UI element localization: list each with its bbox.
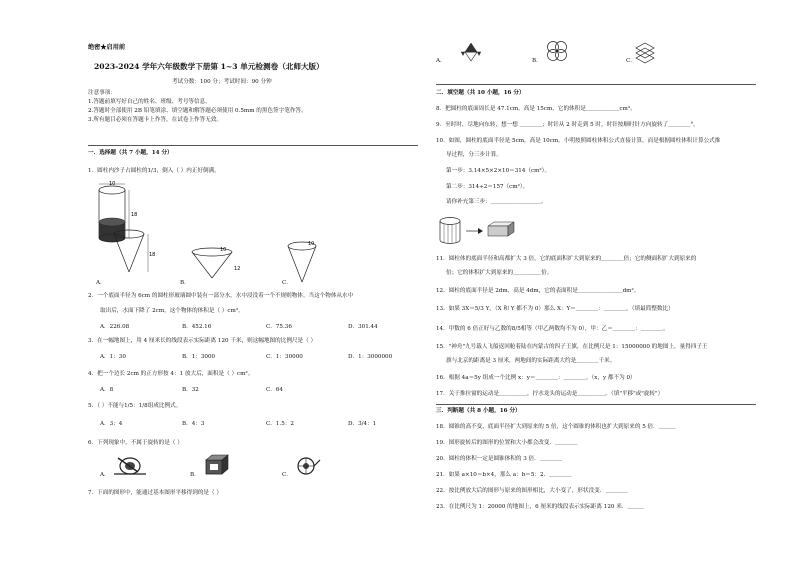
dim-label: 18 [149, 252, 156, 258]
question-16: 16．根据 4a＝5y 组成一个比例 x：y＝＿＿＿＿：＿＿＿＿。（x，y 都不为 0） [436, 375, 636, 381]
option-label: B． [190, 472, 200, 478]
option-label: B． [180, 280, 190, 286]
question-2: 2．一个底面半径为 6cm 的圆柱形玻璃圆中装有一部分水，水中浸没着一个不规则物体。当这个物体从水中 [88, 293, 354, 299]
notes-heading: 注意事项： [88, 90, 116, 96]
question-1: 1．圆柱内沙子占圆柱的1/3，倒入（ ）内正好倒满。 [88, 168, 220, 174]
question-10-cont: 导过程，分三步计算。 [446, 152, 502, 158]
option-label: A． [436, 58, 446, 64]
section-judge: 三．判断题（共 8 小题，16 分） [436, 408, 521, 414]
option-label: C．64 [266, 387, 283, 393]
option-label: D．3/4：1 [348, 421, 377, 427]
note-item: 3.所有题目必须在答题卡上作答，在试卷上作答无效。 [88, 117, 222, 123]
question-10: 10．如图，圆柱的底面半径是 5cm，高是 10cm。小明按照圆柱体积公式直接计算，而是根据圆柱体积计算公式推 [436, 138, 721, 144]
dim-label: 12 [234, 266, 241, 272]
question-8: 8．把圆柱的底面周长是 47.1cm，高是 15cm，它的体积是＿＿＿＿＿＿cm³。 [436, 106, 636, 112]
question-13: 13．如果 3X＝5/3 Y，（X 和 Y 都不为 0）那么 X：Y＝＿＿＿＿：＿＿＿＿。（填最简整数比） [436, 306, 674, 312]
question-19: 19．图形旋转后的图形的位置和大小都会改变．＿＿＿＿ [436, 440, 578, 446]
step-1: 第一步：3.14×5×2×10＝314（cm²）。 [446, 168, 551, 174]
question-15-cont: 旗与北京的距离是 3 厘米，两地间的实际距离大约是＿＿＿＿千米。 [446, 358, 616, 364]
dim-label: 10 [109, 181, 116, 187]
option-label: C．75.36 [266, 324, 292, 330]
option-label: B．32 [182, 387, 199, 393]
option-label: D．1：3000000 [348, 354, 393, 360]
question-7: 7．下面的图形中，能通过基本图形平移得到的是（ ） [88, 490, 222, 496]
section-choice: 一．选择题（共 7 小题，14 分） [88, 150, 173, 156]
box-lift-picture [200, 454, 230, 476]
question-17: 17．关于推拉窗的运动是＿＿＿＿＿，拧水龙头的运动是＿＿＿＿＿。（填"平移"或"旋转"） [436, 391, 664, 397]
cylinder-cut-figure [438, 216, 518, 246]
question-14: 14．甲数的 6 倍正好与乙数的8/5相等（甲乙两数均不为 0），甲：乙＝＿＿＿＿：＿＿＿＿。 [436, 326, 669, 332]
petal-pattern-figure [546, 40, 568, 62]
question-15: 15．"神舟"九号载人飞船返回舱着陆在内蒙古的四子王旗，在比例尺是 1：15000000 的地图上，量得四子王 [436, 344, 708, 350]
cone-figure-b [190, 246, 240, 280]
section-divider [436, 404, 756, 405]
option-label: C． [626, 58, 636, 64]
question-20: 20．圆柱的体积一定是圆锥体积的 3 倍．＿＿＿＿ [436, 456, 563, 462]
option-label: A．8 [100, 387, 114, 393]
triangle-pattern-figure [460, 42, 482, 62]
question-11: 11．圆柱体的底面半径和高都扩大 3 倍，它的底面积扩大到原来的＿＿＿＿倍；它的侧面积扩大到原来的 [436, 256, 697, 262]
option-label: A． [96, 280, 106, 286]
section-fill: 二．填空题（共 10 小题，16 分） [436, 90, 525, 96]
question-12: 12．圆柱的底面半径是 2dm，高是 4dm，它的表面积是＿＿＿＿＿＿＿＿dm²。 [436, 288, 640, 294]
question-11-cont: 倍；它的体积扩大到原来的＿＿＿＿＿倍。 [446, 270, 553, 276]
option-label: A．226.08 [100, 324, 130, 330]
section-divider [436, 84, 756, 85]
question-5: 5．（ ）不能与1/5：1/8组成比例式。 [88, 403, 182, 409]
step-3: 请你补充第三步：＿＿＿＿＿＿＿＿＿。 [446, 199, 547, 205]
question-9: 9．至时时，尽地向东转，想一想 ＿＿＿＿；时针从 2 时走到 5 时，时针按顺时针方向旋转了＿＿＿＿°。 [436, 122, 699, 128]
option-label: B．4：3 [182, 421, 205, 427]
question-6: 6．下列现象中，不属于旋转的是（ ） [88, 440, 183, 446]
question-2-cont: 取出后，水面下降了 2cm，这个物体的体积是（ ）cm³。 [100, 308, 244, 314]
option-label: A．3：4 [100, 421, 123, 427]
option-label: D．301.44 [348, 324, 378, 330]
note-item: 1.答题前填写好自己的姓名、班级、考号等信息。 [88, 99, 211, 105]
question-21: 21．如果 a×10＝b×4，那么 a：b＝5：2．＿＿＿＿ [436, 472, 572, 478]
paper-title: 2023-2024 学年六年级数学下册第 1~3 单元检测卷（北师大版） [94, 62, 324, 71]
option-label: B．1：3000 [182, 354, 216, 360]
option-label: B．452.16 [182, 324, 212, 330]
option-label: C．1.5：2 [266, 421, 294, 427]
question-4: 4．把一个边长 2cm 的正方形按 4：1 放大后，面积是（ ）cm²。 [88, 371, 254, 377]
cone-figure-a [112, 228, 156, 274]
question-18: 18．圆锥的高不变，底面半径扩大到原来的 5 倍，这个圆锥的体积也扩大到原来的 5 倍．＿＿＿ [436, 424, 676, 430]
question-22: 22．按比例放大后的图形与原来的图形相比，大小变了，形状没变．＿＿＿＿ [436, 488, 628, 494]
wheel-picture [292, 454, 322, 476]
note-item: 2.答题时全部使用 2B 铅笔填涂、填空题和解答题必须使用 0.5mm 的黑色签字笔作答。 [88, 108, 307, 114]
dim-label: 10 [308, 241, 315, 247]
question-3: 3．在一幅地图上，用 4 厘米长的线段表示实际距离 120 千米，则这幅地图的比例尺是（ ） [88, 338, 317, 344]
section-divider [88, 145, 418, 146]
option-label: A． [100, 472, 110, 478]
option-label: C． [282, 280, 292, 286]
diamond-pattern-figure [634, 42, 656, 64]
option-label: A．1：30 [100, 354, 126, 360]
question-23: 23．在比例尺为 1：20000 的地图上，6 厘米的线段表示实际距离 120 米．＿＿＿ [436, 504, 645, 510]
dim-label: 18 [131, 212, 138, 218]
step-2: 第二步：314÷2＝157（cm²）。 [446, 184, 529, 190]
option-label: C． [282, 472, 292, 478]
dim-label: 10 [220, 247, 227, 253]
cone-figure-c [286, 240, 326, 284]
option-label: B． [532, 58, 542, 64]
option-label: C．1：30000 [266, 354, 303, 360]
secret-mark: 绝密★启用前 [88, 44, 126, 51]
grinder-picture [110, 454, 150, 476]
score-time: 考试分数：100 分；考试时间：90 分钟 [172, 79, 272, 85]
